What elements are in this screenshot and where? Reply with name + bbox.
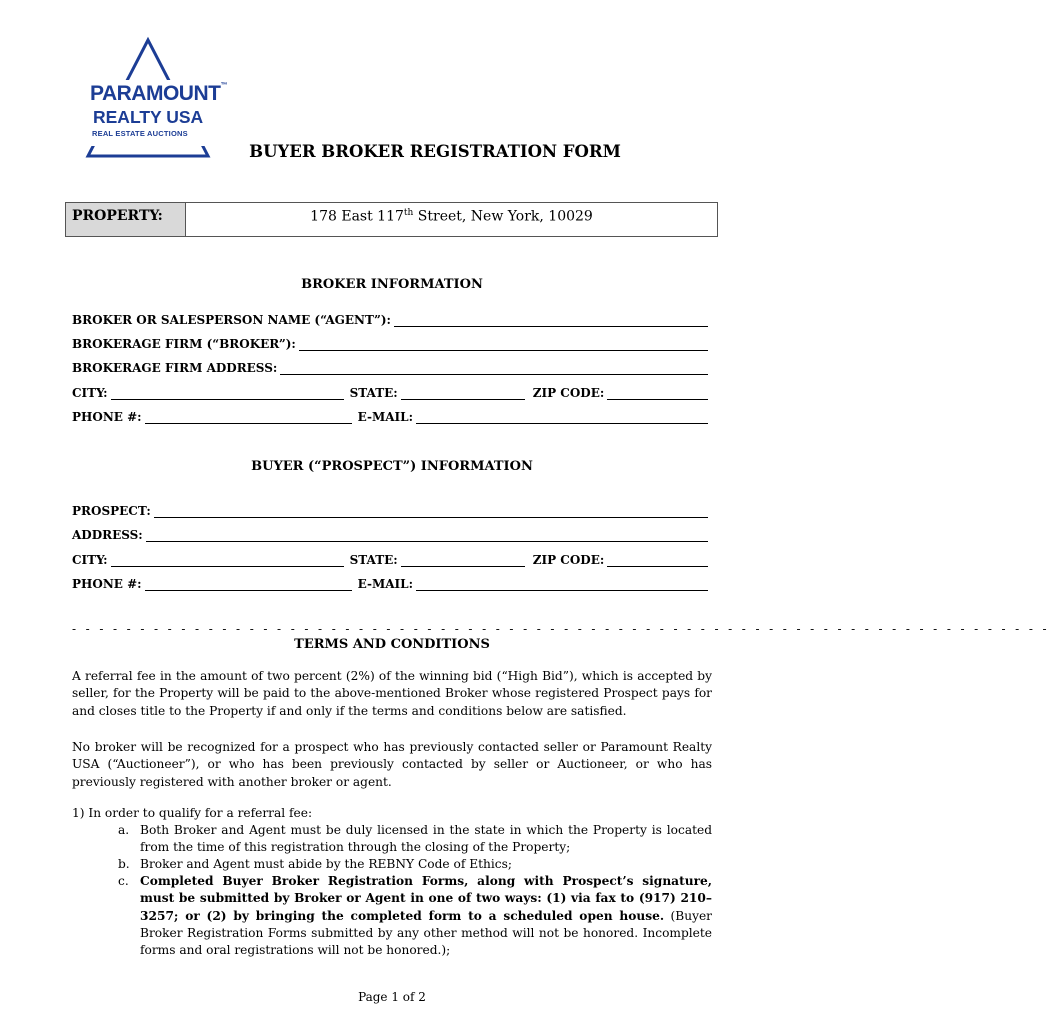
terms-heading: TERMS AND CONDITIONS [294, 637, 490, 652]
list-item-b-letter: b. [118, 857, 130, 871]
broker-phone-field[interactable] [145, 412, 352, 424]
buyer-email-label: E-MAIL: [357, 577, 414, 591]
brokerage-address-label: BROKERAGE FIRM ADDRESS: [72, 361, 278, 375]
buyer-city-label: CITY: [72, 553, 108, 567]
terms-paragraph-1: A referral fee in the amount of two percent (2%) of the winning bid (“High Bid”), which is accepted by seller, for the Property will be paid to the above-mentioned Broker whose registered Prospect pays for and closes title to the Property if and only if the terms and conditions below are satisfied. [72, 669, 712, 718]
buyer-address-label: ADDRESS: [72, 528, 143, 542]
broker-info-heading: BROKER INFORMATION [301, 277, 483, 292]
broker-zip-field[interactable] [607, 388, 708, 400]
list-item-a-text: Both Broker and Agent must be duly licensed in the state in which the Property is located from the time of this registration through the closing of the Property; [140, 823, 712, 855]
prospect-field[interactable] [154, 506, 708, 518]
list-item-c-letter: c. [118, 874, 129, 888]
list-item-a [118, 822, 712, 857]
buyer-info-heading: BUYER (“PROSPECT”) INFORMATION [251, 459, 533, 474]
logo-line-1: PARAMOUNT™ [90, 82, 227, 105]
page-number: Page 1 of 2 [358, 990, 426, 1004]
buyer-zip-field[interactable] [607, 555, 708, 567]
broker-email-label: E-MAIL: [357, 410, 414, 424]
buyer-state-label: STATE: [349, 553, 398, 567]
buyer-email-field[interactable] [416, 579, 708, 591]
broker-email-field[interactable] [416, 412, 708, 424]
buyer-state-field[interactable] [401, 555, 525, 567]
prospect-row [72, 502, 708, 518]
broker-state-field[interactable] [401, 388, 525, 400]
form-title: BUYER BROKER REGISTRATION FORM [249, 142, 621, 161]
buyer-city-row [72, 551, 708, 567]
brokerage-address-field[interactable] [280, 363, 708, 375]
list-item-b [118, 856, 712, 874]
buyer-phone-label: PHONE #: [72, 577, 142, 591]
brokerage-firm-row [72, 335, 708, 351]
broker-city-label: CITY: [72, 386, 108, 400]
property-table [65, 202, 718, 237]
broker-phone-label: PHONE #: [72, 410, 142, 424]
terms-paragraph-2: No broker will be recognized for a prospect who has previously contacted seller or Paramount Realty USA (“Auctioneer”), or who has been previously contacted by seller or Auctioneer, or who has previously registered with another broker or agent. [72, 740, 712, 789]
list-intro: 1) In order to qualify for a referral fee: [72, 806, 313, 820]
buyer-address-row [72, 526, 708, 542]
buyer-city-field[interactable] [111, 555, 344, 567]
list-item-b-text: Broker and Agent must abide by the REBNY Code of Ethics; [140, 857, 512, 871]
list-item-a-letter: a. [118, 823, 130, 837]
logo-line-2: REALTY USA [93, 107, 204, 127]
prospect-label: PROSPECT: [72, 504, 151, 518]
broker-zip-label: ZIP CODE: [532, 386, 605, 400]
list-item-c-text: Completed Buyer Broker Registration Forms, along with Prospect’s signature, must be submitted by Broker or Agent in one of two ways: (1) via fax to (917) 210–3257; or (2) by bringing the completed form to a scheduled open house. (Buyer Broker Registration Forms submitted by any other method will not be honored. Incomplete forms and oral registrations will not be honored.); [140, 874, 713, 958]
broker-city-row [72, 384, 708, 400]
brokerage-address-row [72, 359, 708, 375]
property-address: 178 East 117th Street, New York, 10029 [310, 208, 593, 225]
agent-name-label: BROKER OR SALESPERSON NAME (“AGENT”): [72, 313, 391, 327]
property-label: PROPERTY: [66, 203, 186, 236]
broker-city-field[interactable] [111, 388, 344, 400]
buyer-phone-row [72, 575, 708, 591]
logo-line-3: REAL ESTATE AUCTIONS [92, 129, 188, 138]
brokerage-firm-field[interactable] [299, 339, 708, 351]
buyer-zip-label: ZIP CODE: [532, 553, 605, 567]
agent-name-row [72, 311, 708, 327]
brokerage-firm-label: BROKERAGE FIRM (“BROKER”): [72, 337, 296, 351]
buyer-phone-field[interactable] [145, 579, 352, 591]
dashed-separator: - - - - - - - - - - - - - - - - - - - - - - - - - - - - - - - - - - - - - - - - - - - - - - - - - - - - - - - - - - - - - - - - - - - - - - - - [72, 622, 1049, 636]
buyer-address-field[interactable] [146, 530, 708, 542]
list-item-c [118, 873, 712, 963]
agent-name-field[interactable] [394, 315, 708, 327]
broker-phone-row [72, 408, 708, 424]
broker-state-label: STATE: [349, 386, 398, 400]
